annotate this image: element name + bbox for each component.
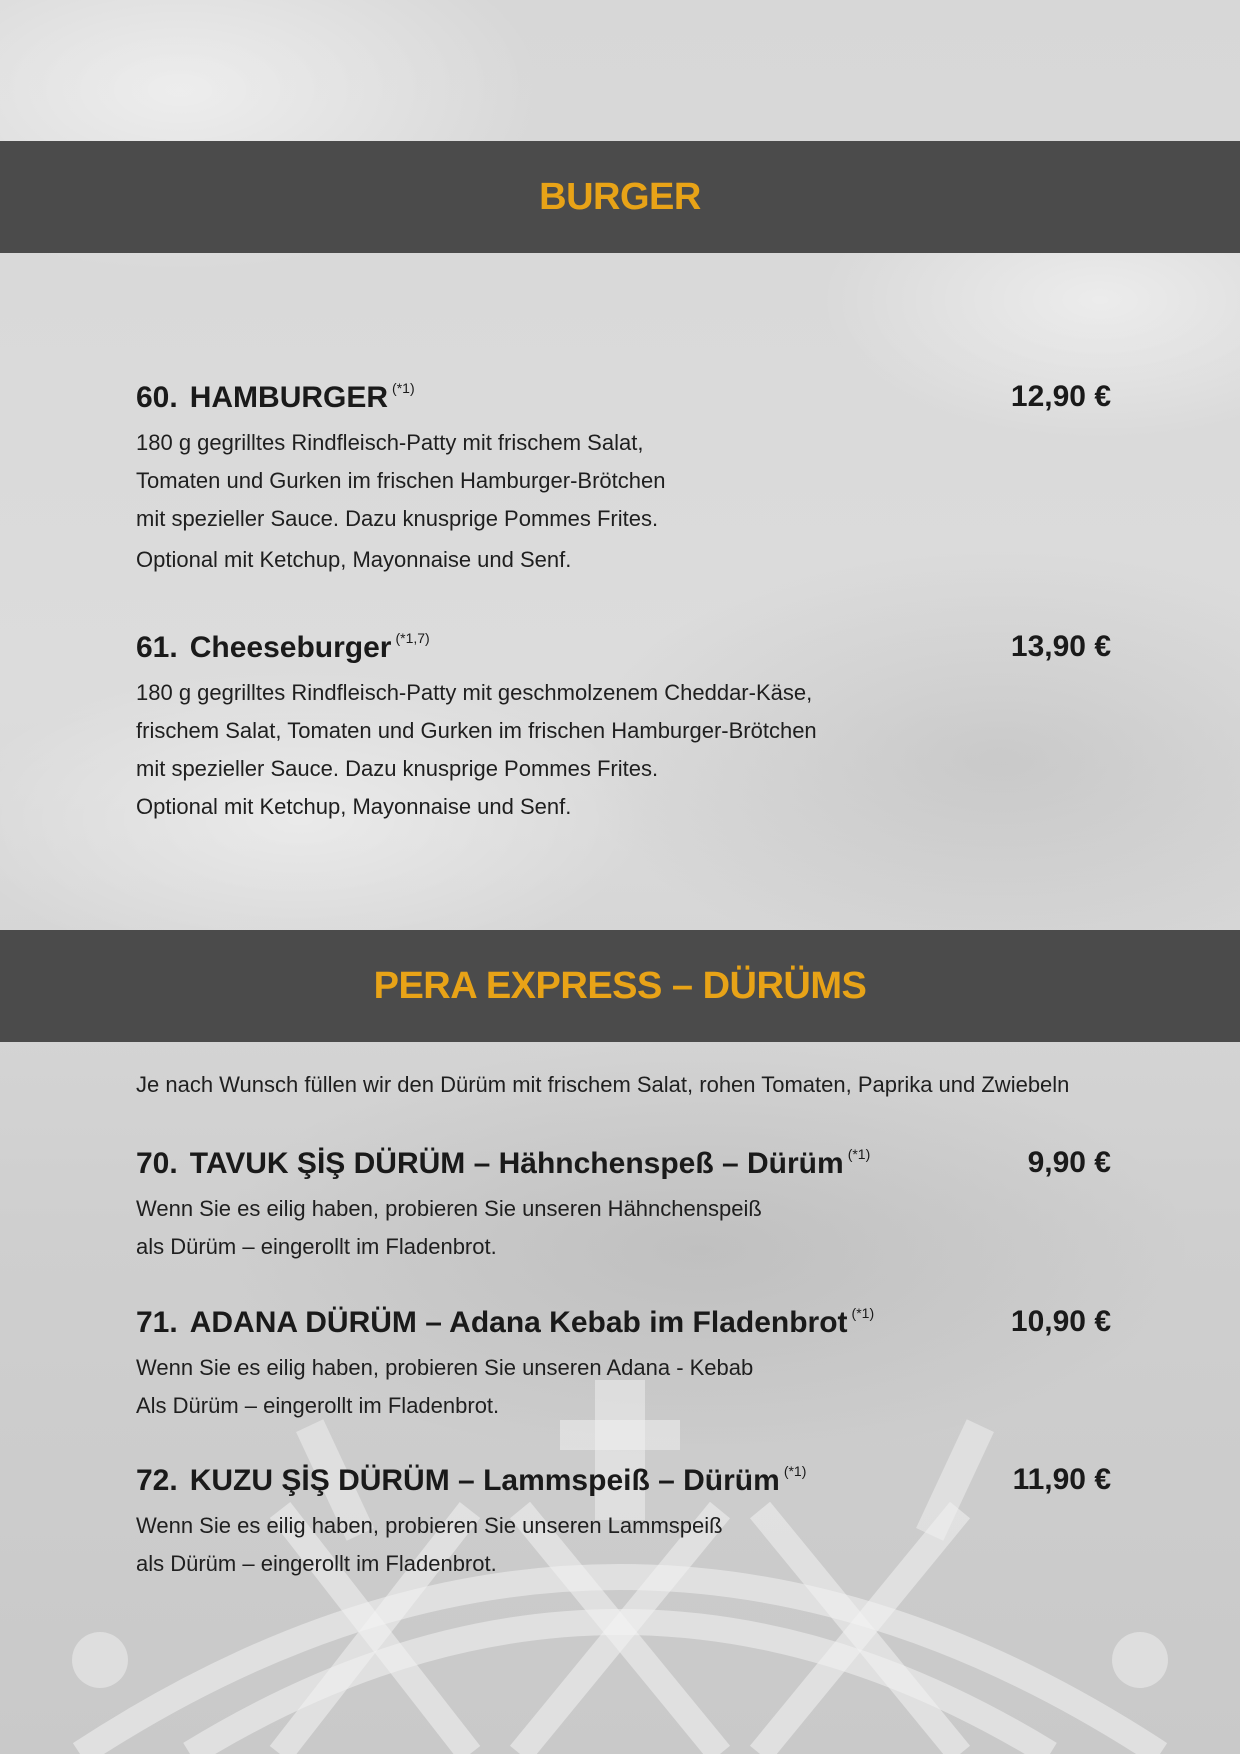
description-line: Wenn Sie es eilig haben, probieren Sie unseren Hähnchenspeiß [136, 1196, 762, 1221]
menu-item-61 [136, 630, 1111, 826]
description-line: Optional mit Ketchup, Mayonnaise und Senf. [136, 547, 572, 572]
item-name: Cheeseburger [189, 631, 392, 664]
item-price: 9,90 € [1027, 1146, 1111, 1179]
item-number: 72. [136, 1464, 178, 1497]
menu-item-60 [136, 380, 1111, 579]
item-number: 60. [136, 381, 178, 414]
description-line: Wenn Sie es eilig haben, probieren Sie unseren Lammspeiß [136, 1513, 723, 1538]
description-line: Tomaten und Gurken im frischen Hamburger-Brötchen [136, 468, 666, 493]
item-name: TAVUK ŞİŞ DÜRÜM – Hähnchenspeß – Dürüm [189, 1147, 844, 1180]
item-description [136, 424, 1111, 579]
allergen-note: (*1) [392, 380, 415, 396]
allergen-note: (*1,7) [395, 630, 430, 646]
menu-item-70 [136, 1146, 1111, 1266]
menu-item-71 [136, 1305, 1111, 1425]
item-description [136, 1190, 1111, 1266]
item-title [136, 381, 415, 414]
section-intro: Je nach Wunsch füllen wir den Dürüm mit frischem Salat, rohen Tomaten, Paprika und Zwiebeln [136, 1072, 1070, 1097]
description-line: 180 g gegrilltes Rindfleisch-Patty mit geschmolzenem Cheddar-Käse, [136, 680, 813, 705]
item-number: 71. [136, 1306, 178, 1339]
description-line: 180 g gegrilltes Rindfleisch-Patty mit frischem Salat, [136, 430, 644, 455]
section-band-durums [0, 930, 1240, 1042]
item-title [136, 1464, 806, 1497]
menu-item-72 [136, 1463, 1111, 1583]
section-title-durums: PERA EXPRESS – DÜRÜMS [373, 964, 867, 1007]
allergen-note: (*1) [847, 1146, 871, 1162]
description-line: Als Dürüm – eingerollt im Fladenbrot. [136, 1393, 500, 1418]
description-line: Optional mit Ketchup, Mayonnaise und Senf. [136, 794, 572, 819]
item-number: 61. [136, 631, 178, 664]
item-price: 12,90 € [1010, 380, 1111, 413]
item-name: HAMBURGER [189, 381, 389, 414]
item-price: 11,90 € [1012, 1463, 1111, 1496]
item-name: KUZU ŞİŞ DÜRÜM – Lammspeiß – Dürüm [189, 1464, 780, 1497]
item-number: 70. [136, 1147, 178, 1180]
item-name: ADANA DÜRÜM – Adana Kebab im Fladenbrot [189, 1306, 848, 1339]
item-description [136, 1349, 1111, 1425]
description-line: als Dürüm – eingerollt im Fladenbrot. [136, 1551, 497, 1576]
item-description [136, 674, 1111, 826]
item-title [136, 631, 430, 664]
description-line: mit spezieller Sauce. Dazu knusprige Pommes Frites. [136, 506, 659, 531]
section-title-burger: BURGER [539, 175, 701, 218]
item-description [136, 1507, 1111, 1583]
item-title [136, 1306, 874, 1339]
item-price: 10,90 € [1010, 1305, 1111, 1338]
item-title [136, 1147, 870, 1180]
section-band-burger [0, 141, 1240, 253]
allergen-note: (*1) [783, 1463, 807, 1479]
description-line: Wenn Sie es eilig haben, probieren Sie unseren Adana - Kebab [136, 1355, 754, 1380]
description-line: mit spezieller Sauce. Dazu knusprige Pommes Frites. [136, 756, 659, 781]
description-line: frischem Salat, Tomaten und Gurken im frischen Hamburger-Brötchen [136, 718, 817, 743]
allergen-note: (*1) [851, 1305, 875, 1321]
description-line: als Dürüm – eingerollt im Fladenbrot. [136, 1234, 497, 1259]
item-price: 13,90 € [1010, 630, 1111, 663]
